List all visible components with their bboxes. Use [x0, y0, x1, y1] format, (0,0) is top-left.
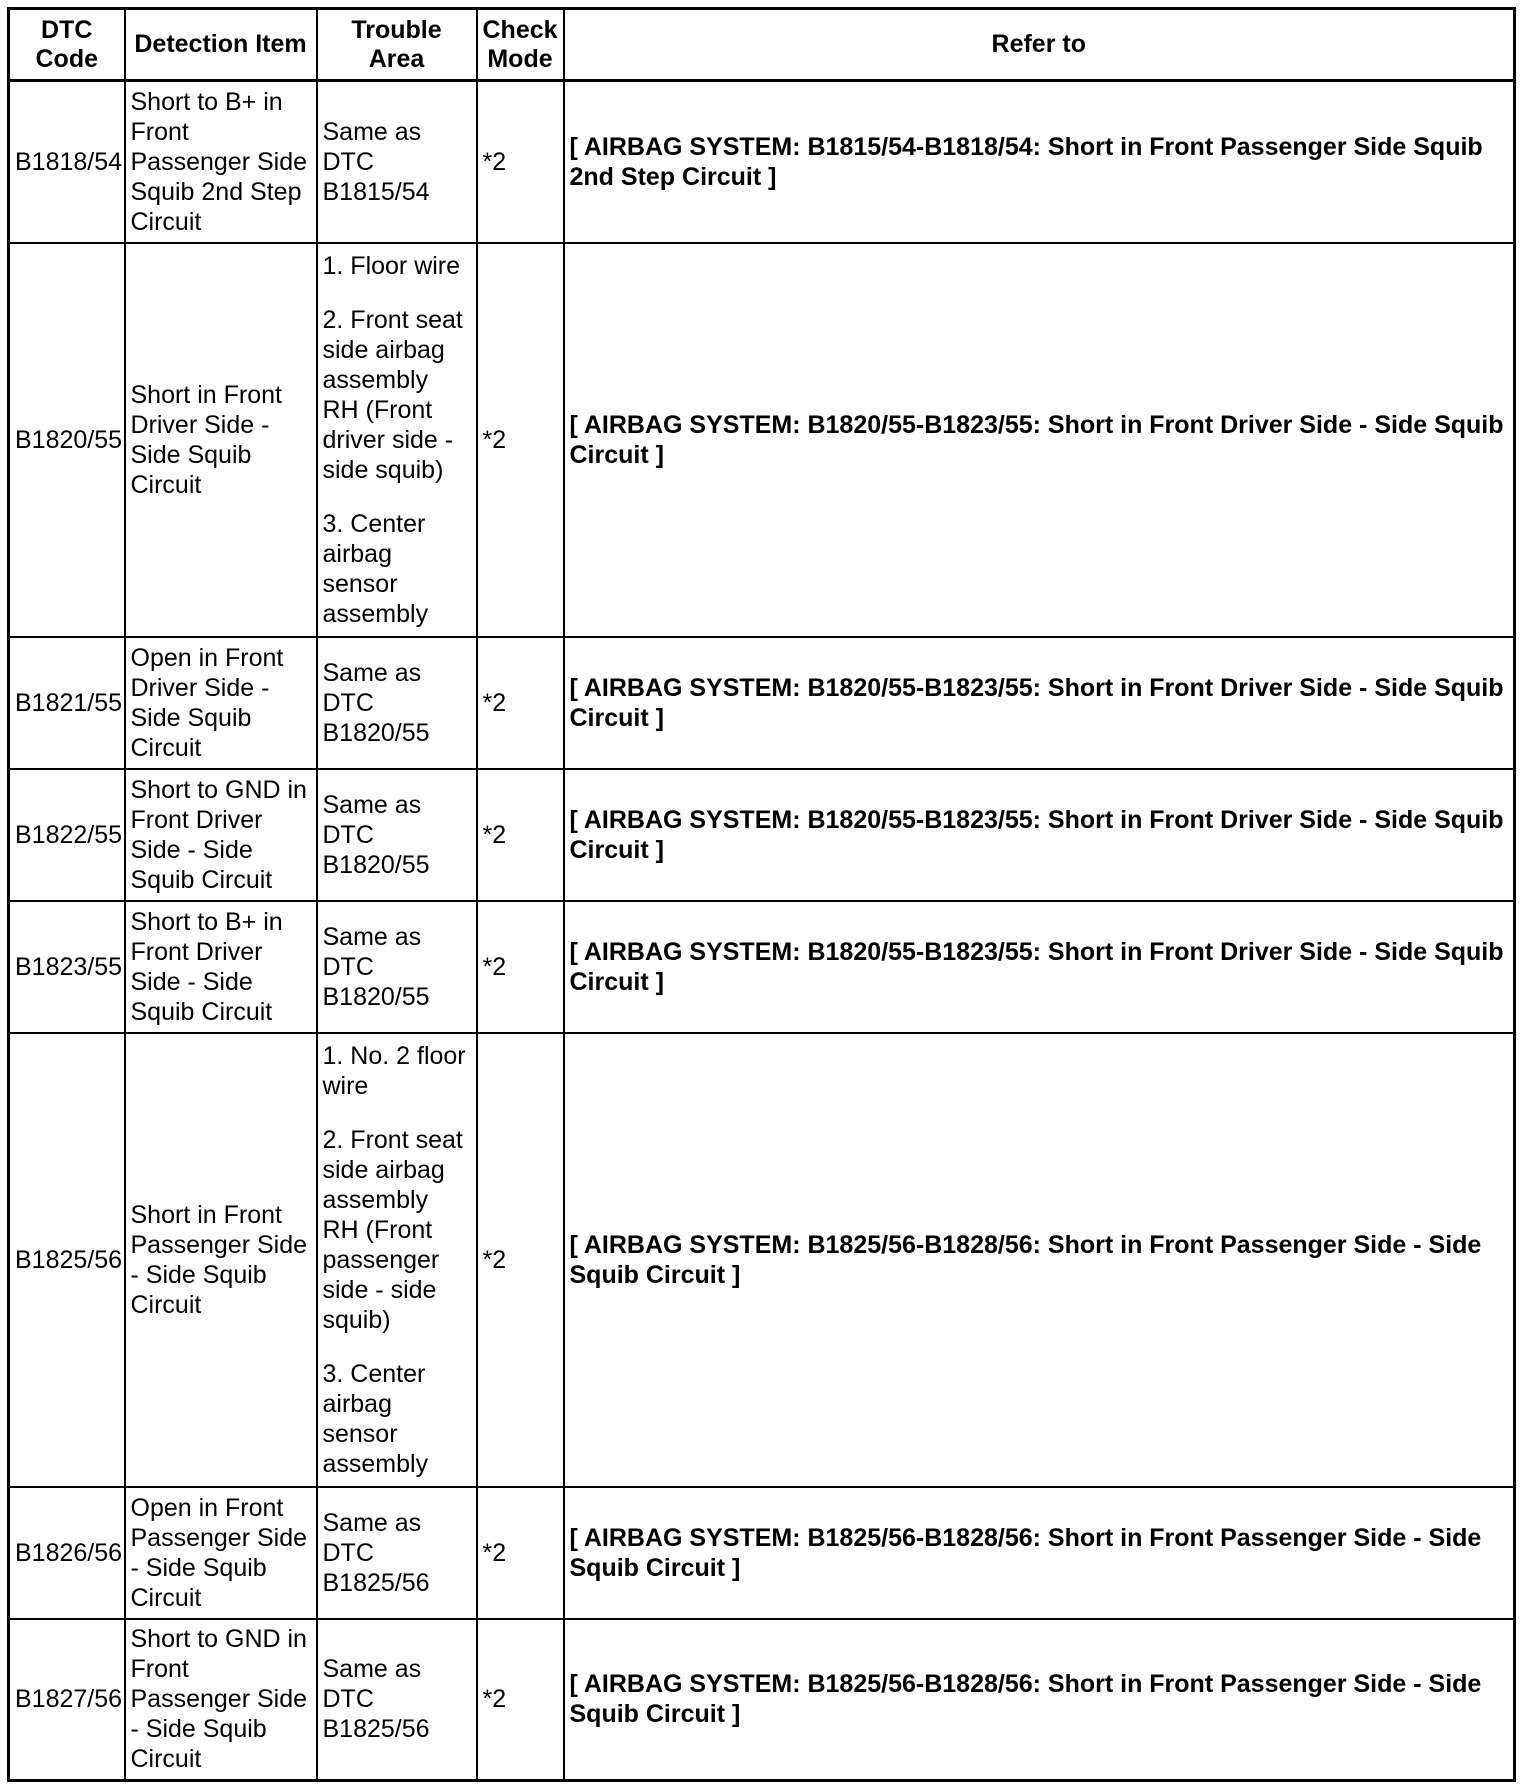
header-check-mode: Check Mode [477, 9, 564, 81]
check-mode-cell: *2 [477, 243, 564, 637]
check-mode-cell: *2 [477, 769, 564, 901]
dtc-code-cell: B1823/55 [9, 901, 125, 1033]
dtc-table [7, 7, 1516, 1782]
refer-to-cell [564, 243, 1515, 637]
table-row [9, 243, 1515, 637]
refer-to-link[interactable]: [ AIRBAG SYSTEM: B1820/55-B1823/55: Short in Front Driver Side - Side Squib Circuit ] [569, 410, 1504, 469]
dtc-code-cell: B1818/54 [9, 81, 125, 243]
trouble-area-cell [317, 637, 477, 769]
trouble-area-cell [317, 901, 477, 1033]
check-mode-cell: *2 [477, 901, 564, 1033]
refer-to-link[interactable]: [ AIRBAG SYSTEM: B1825/56-B1828/56: Short in Front Passenger Side - Side Squib Circuit ] [569, 1230, 1482, 1289]
trouble-area-item: 2. Front seat side airbag assembly RH (Front passenger side - side squib) [322, 1125, 463, 1334]
refer-to-cell [564, 1619, 1515, 1781]
dtc-code-cell: B1827/56 [9, 1619, 125, 1781]
refer-to-cell [564, 1033, 1515, 1487]
table-header [9, 9, 1515, 81]
detection-item-cell: Short to B+ in Front Driver Side - Side Squib Circuit [125, 901, 317, 1033]
trouble-area-item: Same as DTC B1820/55 [322, 922, 430, 1011]
table-row [9, 1619, 1515, 1781]
header-detection-item: Detection Item [125, 9, 317, 81]
trouble-area-item: 1. Floor wire [322, 251, 461, 280]
trouble-area-item: Same as DTC B1820/55 [322, 658, 430, 747]
trouble-area-cell [317, 243, 477, 637]
dtc-code-cell: B1822/55 [9, 769, 125, 901]
refer-to-link[interactable]: [ AIRBAG SYSTEM: B1820/55-B1823/55: Short in Front Driver Side - Side Squib Circuit ] [569, 937, 1504, 996]
trouble-area-cell [317, 1487, 477, 1619]
refer-to-link[interactable]: [ AIRBAG SYSTEM: B1820/55-B1823/55: Short in Front Driver Side - Side Squib Circuit ] [569, 673, 1504, 732]
check-mode-cell: *2 [477, 1033, 564, 1487]
dtc-code-cell: B1825/56 [9, 1033, 125, 1487]
trouble-area-item: Same as DTC B1825/56 [322, 1655, 430, 1744]
check-mode-cell: *2 [477, 637, 564, 769]
refer-to-cell [564, 901, 1515, 1033]
header-dtc-code: DTC Code [9, 9, 125, 81]
detection-item-cell: Short to GND in Front Driver Side - Side Squib Circuit [125, 769, 317, 901]
check-mode-cell: *2 [477, 81, 564, 243]
detection-item-cell: Short in Front Passenger Side - Side Squib Circuit [125, 1033, 317, 1487]
trouble-area-cell [317, 1033, 477, 1487]
refer-to-cell [564, 637, 1515, 769]
header-refer-to: Refer to [564, 9, 1515, 81]
trouble-area-cell [317, 1619, 477, 1781]
dtc-code-cell: B1826/56 [9, 1487, 125, 1619]
trouble-area-cell [317, 81, 477, 243]
detection-item-cell: Open in Front Passenger Side - Side Squib Circuit [125, 1487, 317, 1619]
table-row [9, 81, 1515, 243]
trouble-area-item: 3. Center airbag sensor assembly [322, 1359, 429, 1478]
detection-item-cell: Open in Front Driver Side - Side Squib Circuit [125, 637, 317, 769]
refer-to-link[interactable]: [ AIRBAG SYSTEM: B1825/56-B1828/56: Short in Front Passenger Side - Side Squib Circuit ] [569, 1670, 1482, 1729]
refer-to-link[interactable]: [ AIRBAG SYSTEM: B1820/55-B1823/55: Short in Front Driver Side - Side Squib Circuit ] [569, 805, 1504, 864]
table-row [9, 1487, 1515, 1619]
table-row [9, 637, 1515, 769]
trouble-area-cell [317, 769, 477, 901]
trouble-area-item: 2. Front seat side airbag assembly RH (Front driver side - side squib) [322, 305, 463, 484]
check-mode-cell: *2 [477, 1487, 564, 1619]
table-row [9, 901, 1515, 1033]
detection-item-cell: Short in Front Driver Side - Side Squib Circuit [125, 243, 317, 637]
trouble-area-item: Same as DTC B1820/55 [322, 790, 430, 879]
table-row [9, 1033, 1515, 1487]
trouble-area-item: Same as DTC B1825/56 [322, 1508, 430, 1597]
detection-item-cell: Short to B+ in Front Passenger Side Squib 2nd Step Circuit [125, 81, 317, 243]
trouble-area-item: Same as DTC B1815/54 [322, 117, 430, 206]
refer-to-link[interactable]: [ AIRBAG SYSTEM: B1825/56-B1828/56: Short in Front Passenger Side - Side Squib Circuit ] [569, 1523, 1482, 1582]
trouble-area-item: 1. No. 2 floor wire [322, 1041, 466, 1100]
detection-item-cell: Short to GND in Front Passenger Side - Side Squib Circuit [125, 1619, 317, 1781]
table-row [9, 769, 1515, 901]
refer-to-cell [564, 81, 1515, 243]
check-mode-cell: *2 [477, 1619, 564, 1781]
dtc-code-cell: B1821/55 [9, 637, 125, 769]
header-trouble-area: Trouble Area [317, 9, 477, 81]
table-body [9, 81, 1515, 1781]
trouble-area-item: 3. Center airbag sensor assembly [322, 509, 429, 628]
refer-to-link[interactable]: [ AIRBAG SYSTEM: B1815/54-B1818/54: Short in Front Passenger Side Squib 2nd Step Circuit ] [569, 132, 1483, 191]
dtc-code-cell: B1820/55 [9, 243, 125, 637]
refer-to-cell [564, 769, 1515, 901]
refer-to-cell [564, 1487, 1515, 1619]
